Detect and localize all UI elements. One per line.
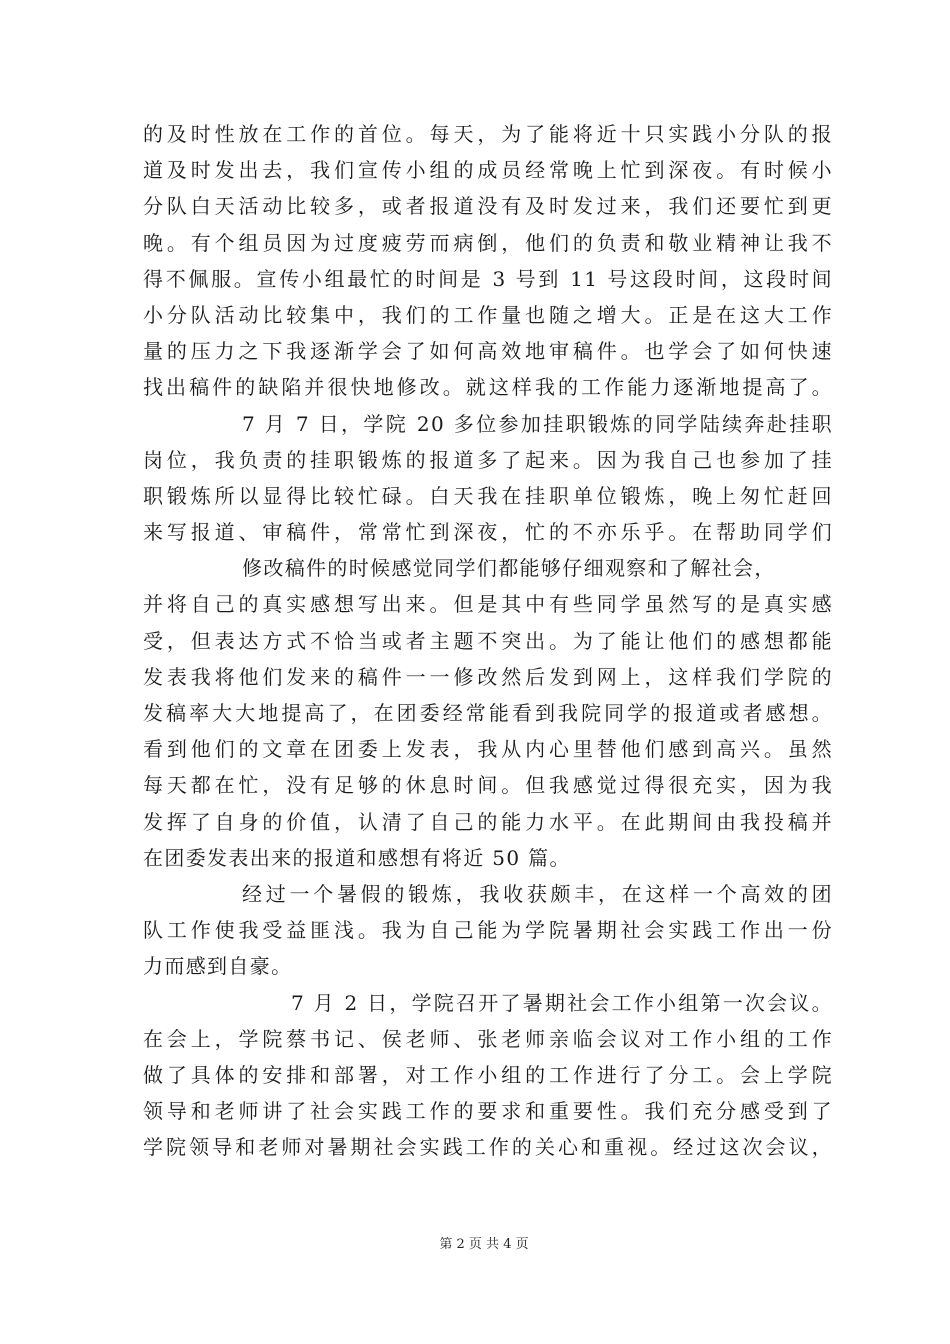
text-line: 道及时发出去，我们宣传小组的成员经常晚上忙到深夜。有时候小: [143, 158, 833, 183]
text-line: 找出稿件的缺陷并很快地修改。就这样我的工作能力逐渐地提高了。: [143, 375, 833, 400]
text-line: 看到他们的文章在团委上发表，我从内心里替他们感到高兴。虽然: [143, 737, 833, 762]
text-line: 来写报道、审稿件，常常忙到深夜，忙的不亦乐乎。在帮助同学们: [143, 520, 833, 545]
text-line: 队工作使我受益匪浅。我为自己能为学院暑期社会实践工作出一份: [143, 918, 833, 943]
text-line: 7 月 7 日，学院 20 多位参加挂职锻炼的同学陆续奔赴挂职: [242, 411, 833, 436]
text-line: 分队白天活动比较多，或者报道没有及时发过来，我们还要忙到更: [143, 194, 833, 219]
text-line: 修改稿件的时候感觉同学们都能够仔细观察和了解社会，: [242, 556, 776, 581]
text-line: 量的压力之下我逐渐学会了如何高效地审稿件。也学会了如何快速: [143, 339, 833, 364]
text-line: 发表我将他们发来的稿件一一修改然后发到网上，这样我们学院的: [143, 664, 833, 689]
text-line: 力而感到自豪。: [143, 954, 293, 979]
text-line: 做了具体的安排和部署，对工作小组的工作进行了分工。会上学院: [143, 1062, 833, 1087]
text-line: 得不佩服。宣传小组最忙的时间是 3 号到 11 号这段时间，这段时间: [143, 266, 833, 291]
text-line: 发挥了自身的价值，认清了自己的能力水平。在此期间由我投稿并: [143, 809, 833, 834]
text-line: 受，但表达方式不恰当或者主题不突出。为了能让他们的感想都能: [143, 628, 833, 653]
text-line: 岗位，我负责的挂职锻炼的报道多了起来。因为我自己也参加了挂: [143, 447, 833, 472]
page-number-footer: 第 2 页 共 4 页: [439, 1237, 529, 1252]
text-line: 经过一个暑假的锻炼，我收获颇丰，在这样一个高效的团: [242, 881, 833, 906]
text-line: 的及时性放在工作的首位。每天，为了能将近十只实践小分队的报: [143, 122, 833, 146]
text-line: 并将自己的真实感想写出来。但是其中有些同学虽然写的是真实感: [143, 592, 833, 617]
body-text: [143, 116, 833, 1165]
text-line: 领导和老师讲了社会实践工作的要求和重要性。我们充分感受到了: [143, 1099, 833, 1124]
text-line: 发稿率大大地提高了，在团委经常能看到我院同学的报道或者感想。: [143, 701, 833, 725]
text-line: 每天都在忙，没有足够的休息时间。但我感觉过得很充实，因为我: [143, 773, 833, 798]
text-line: 7 月 2 日，学院召开了暑期社会工作小组第一次会议。: [291, 990, 833, 1015]
text-line: 小分队活动比较集中，我们的工作量也随之增大。正是在这大工作: [143, 302, 833, 327]
text-line: 在团委发表出来的报道和感想有将近 50 篇。: [143, 845, 571, 870]
text-line: 职锻炼所以显得比较忙碌。白天我在挂职单位锻炼，晚上匆忙赶回: [143, 483, 833, 508]
text-line: 学院领导和老师对暑期社会实践工作的关心和重视。经过这次会议，: [143, 1135, 833, 1160]
text-line: 在会上，学院蔡书记、侯老师、张老师亲临会议对工作小组的工作: [143, 1026, 833, 1051]
text-line: 晚。有个组员因为过度疲劳而病倒，他们的负责和敬业精神让我不: [143, 230, 833, 255]
